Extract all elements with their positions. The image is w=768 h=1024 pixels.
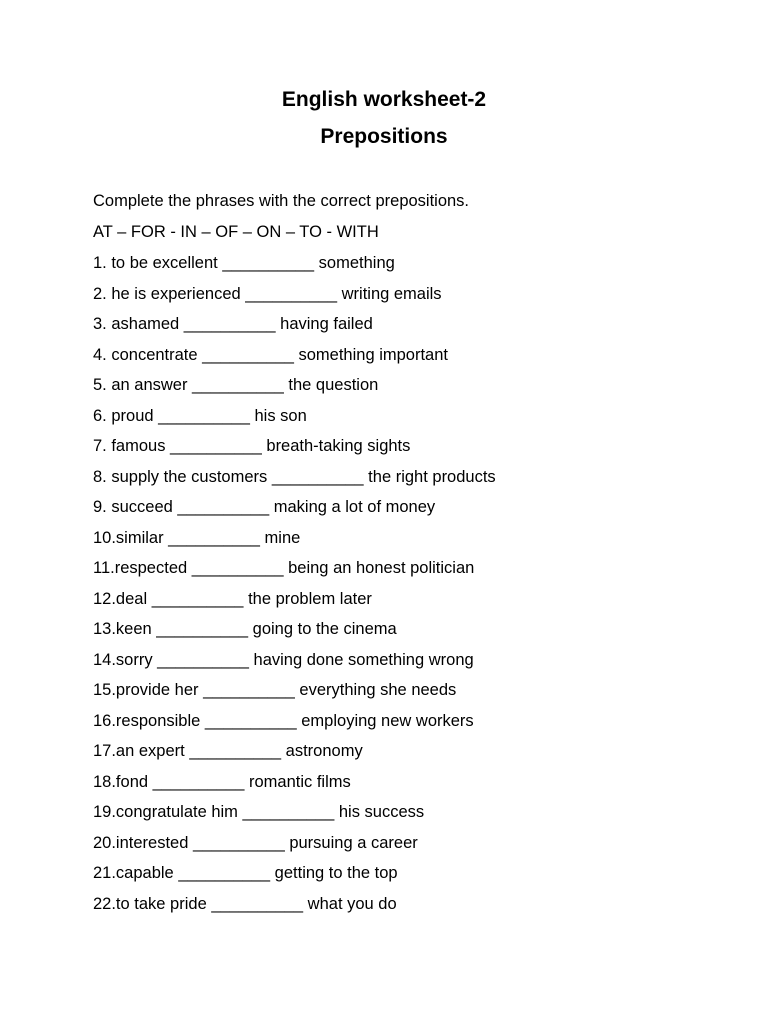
exercise-item: 7. famous __________ breath-taking sights xyxy=(93,437,411,455)
exercise-item: 22.to take pride __________ what you do xyxy=(93,894,397,913)
exercise-item: 10.similar __________ mine xyxy=(93,528,301,547)
worksheet-subtitle: Prepositions xyxy=(320,125,448,148)
exercise-item: 14.sorry __________ having done something wrong xyxy=(93,650,474,669)
exercise-item: 11.respected __________ being an honest politician xyxy=(93,559,475,577)
exercise-item: 21.capable __________ getting to the top xyxy=(93,864,398,882)
exercise-item: 17.an expert __________ astronomy xyxy=(93,742,363,760)
exercise-item: 15.provide her __________ everything she needs xyxy=(93,681,457,699)
exercise-item: 5. an answer __________ the question xyxy=(93,376,379,394)
exercise-item: 3. ashamed __________ having failed xyxy=(93,315,373,333)
exercise-item: 18.fond __________ romantic films xyxy=(93,772,351,791)
exercise-item: 1. to be excellent __________ something xyxy=(93,254,395,272)
exercise-item: 13.keen __________ going to the cinema xyxy=(93,620,397,638)
instruction-text: Complete the phrases with the correct prepositions. xyxy=(93,192,470,210)
exercise-item: 4. concentrate __________ something important xyxy=(93,345,448,364)
exercise-item: 12.deal __________ the problem later xyxy=(93,589,372,608)
exercise-list xyxy=(93,253,496,924)
exercise-item: 2. he is experienced __________ writing emails xyxy=(93,284,442,303)
exercise-item: 8. supply the customers __________ the right products xyxy=(93,467,496,486)
exercise-item: 20.interested __________ pursuing a career xyxy=(93,833,418,852)
word-bank: AT – FOR - IN – OF – ON – TO - WITH xyxy=(93,223,379,241)
exercise-item: 9. succeed __________ making a lot of money xyxy=(93,498,436,516)
exercise-item: 6. proud __________ his son xyxy=(93,406,307,425)
exercise-item: 16.responsible __________ employing new workers xyxy=(93,711,474,730)
worksheet-title: English worksheet-2 xyxy=(281,88,487,111)
exercise-item: 19.congratulate him __________ his success xyxy=(93,803,425,821)
